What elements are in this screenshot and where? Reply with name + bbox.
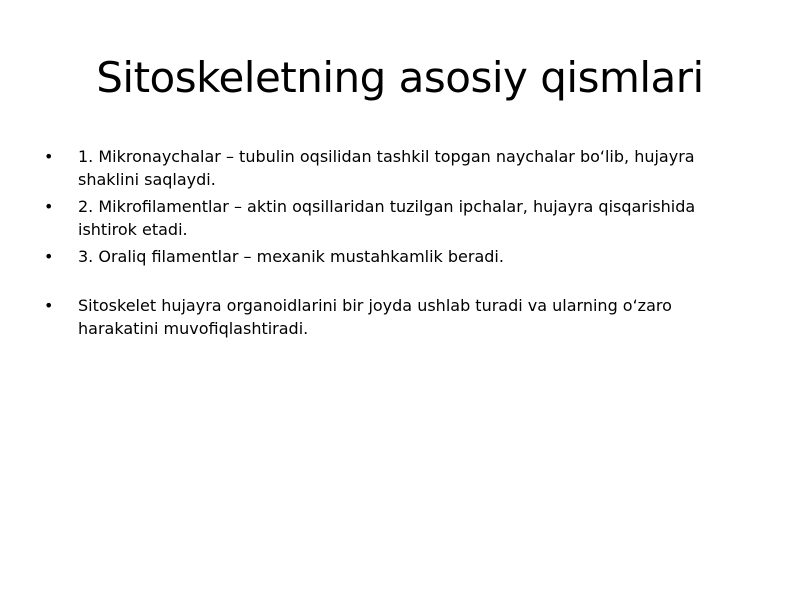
bullet-item bbox=[40, 245, 730, 268]
bullet-item bbox=[40, 145, 730, 191]
bullet-list bbox=[40, 145, 730, 344]
bullet-text: Sitoskelet hujayra organoidlarini bir joyda ushlab turadi va ularning o‘zaro harakatini muvofiqlashtiradi. bbox=[78, 296, 672, 338]
bullet-marker: • bbox=[44, 147, 54, 166]
bullet-item bbox=[40, 294, 730, 340]
bullet-text: 2. Mikrofilamentlar – aktin oqsillaridan tuzilgan ipchalar, hujayra qisqarishida ishtirok etadi. bbox=[78, 197, 696, 239]
bullet-marker: • bbox=[44, 247, 54, 266]
bullet-marker: • bbox=[44, 296, 54, 315]
bullet-text: 3. Oraliq filamentlar – mexanik mustahkamlik beradi. bbox=[78, 247, 504, 266]
bullet-marker: • bbox=[44, 197, 54, 216]
slide-title: Sitoskeletning asosiy qismlari bbox=[96, 53, 704, 102]
bullet-item bbox=[40, 195, 730, 241]
bullet-text: 1. Mikronaychalar – tubulin oqsilidan tashkil topgan naychalar bo‘lib, hujayra shaklini saqlaydi. bbox=[78, 147, 695, 189]
